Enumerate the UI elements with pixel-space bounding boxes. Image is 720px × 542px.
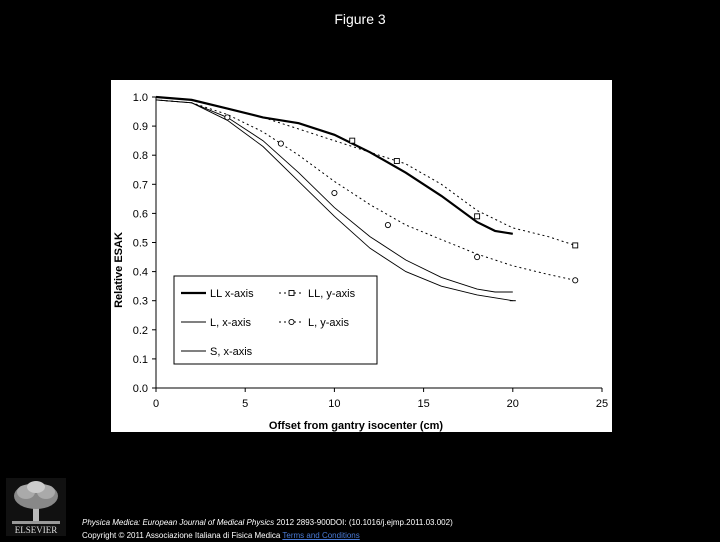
data-point-square — [475, 214, 480, 219]
copyright-text: Copyright © 2011 Associazione Italiana di Fisica Medica — [82, 531, 283, 540]
x-tick-label: 0 — [152, 398, 160, 410]
y-tick-label: 0.0 — [132, 383, 148, 395]
series-line — [156, 100, 575, 280]
figure-title: Figure 3 — [334, 11, 386, 27]
citation-details: 2012 2893-900DOI: (10.1016/j.ejmp.2011.03.002) — [274, 518, 453, 527]
y-tick-label: 0.1 — [132, 353, 148, 366]
x-tick-label: 25 — [595, 398, 609, 410]
elsevier-logo — [6, 478, 66, 536]
chart-panel — [111, 80, 612, 432]
y-tick-label: 0.5 — [132, 237, 148, 250]
data-point-circle — [475, 254, 480, 259]
series-4 — [156, 100, 516, 301]
y-tick-label: 0.3 — [132, 295, 148, 308]
legend-label: LL x-axis — [210, 288, 254, 300]
y-tick-label: 0.6 — [132, 208, 148, 221]
data-point-circle — [289, 319, 294, 324]
y-tick-label: 0.2 — [132, 324, 148, 337]
citation-line-1 — [82, 516, 453, 529]
journal-name: Physica Medica: European Journal of Medical Physics — [82, 518, 275, 527]
x-tick-label: 20 — [506, 398, 519, 410]
series-line — [156, 97, 513, 234]
elsevier-tree-icon — [6, 478, 66, 536]
y-tick-label: 0.7 — [132, 179, 148, 192]
y-axis-label: Relative ESAK — [113, 232, 125, 308]
x-tick-label: 10 — [328, 398, 341, 410]
series-0 — [156, 97, 513, 234]
x-axis-label: Offset from gantry isocenter (cm) — [268, 420, 444, 432]
y-tick-label: 1.0 — [132, 92, 148, 104]
legend-label: S, x-axis — [210, 346, 253, 358]
chart-svg — [111, 80, 612, 432]
y-tick-label: 0.8 — [132, 150, 148, 163]
data-point-circle — [278, 141, 283, 146]
terms-link[interactable]: Terms and Conditions — [282, 531, 360, 540]
legend-label: LL, y-axis — [308, 288, 356, 300]
citation — [82, 516, 453, 542]
data-point-circle — [385, 222, 390, 227]
series-3 — [156, 100, 578, 283]
legend — [174, 276, 377, 364]
x-tick-label: 5 — [242, 398, 249, 410]
series-line — [156, 97, 575, 245]
series-line — [156, 100, 513, 301]
legend-label: L, y-axis — [308, 317, 349, 329]
logo-wordmark: ELSEVIER — [14, 525, 58, 535]
data-point-square — [394, 159, 399, 164]
data-point-square — [350, 138, 355, 143]
x-tick-label: 15 — [417, 398, 430, 410]
citation-line-2 — [82, 529, 453, 542]
series-layer — [156, 97, 578, 301]
data-point-circle — [332, 190, 337, 195]
data-point-square — [289, 291, 294, 296]
data-point-square — [573, 243, 578, 248]
series-1 — [156, 97, 578, 248]
legend-label: L, x-axis — [210, 317, 251, 329]
y-tick-label: 0.4 — [132, 266, 148, 279]
y-tick-label: 0.9 — [132, 121, 148, 134]
data-point-circle — [573, 278, 578, 283]
